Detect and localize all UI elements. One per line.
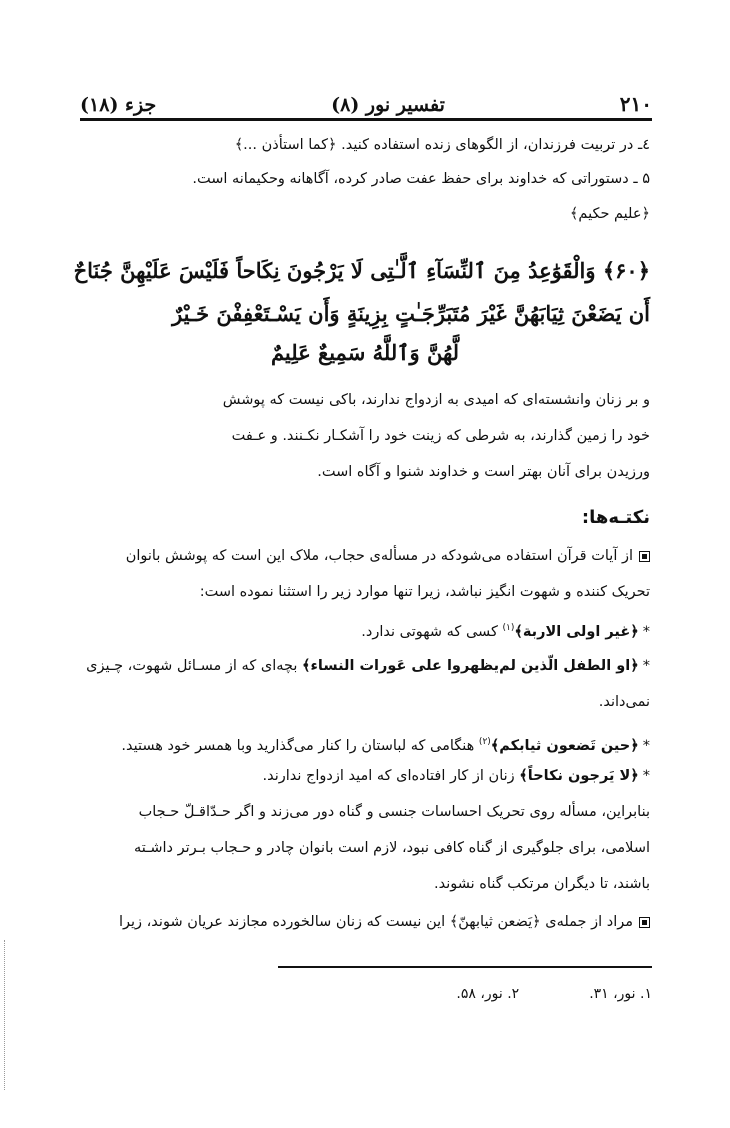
page-number: ۲۱۰: [619, 92, 652, 116]
verse-line-1: ﴿۶۰﴾ وَالْقَوَٰعِدُ مِنَ ٱلنِّسَآءِ ٱلَّـٰتِی لَا یَرْجُونَ نِکَاحاً فَلَیْسَ عَلَیْهِنَّ جُنَاحٌ: [73, 258, 650, 283]
footnote-2: ۲. نور، ۵۸.: [456, 986, 520, 1002]
bullet-1-quote: ﴿غیر اولی الاربة﴾: [514, 623, 639, 640]
footnote-ref-1: (۱): [502, 623, 515, 633]
bullet-2: [86, 655, 650, 677]
bullet-4: [262, 765, 650, 787]
asterisk-icon: *: [642, 737, 650, 754]
note-2-line-1: [119, 911, 650, 933]
item-5-line-1: ۵ ـ دستوراتی که خداوند برای حفظ عفت صادر کرده، آگاهانه وحکیمانه است.: [192, 171, 650, 187]
asterisk-icon: *: [642, 658, 650, 674]
paragraph-line-3: باشند، تا دیگران مرتکب گناه نشوند.: [433, 876, 650, 892]
note-1-text: از آیات قرآن استفاده می‌شودکه در مسأله‌ی حجاب، ملاک این است که پوشش بانوان: [125, 548, 633, 564]
footnotes: [80, 986, 652, 1008]
bullet-2-line-2: نمی‌داند.: [598, 694, 650, 710]
note-1-line-1: [126, 545, 650, 567]
bullet-3-text: هنگامی که لباستان را کنار می‌گذارید وبا همسر خود هستید.: [121, 737, 475, 754]
verse-line-2: أَن یَضَعْنَ ثِیَابَهُنَّ غَیْرَ مُتَبَرِّجَـٰتٍ بِزِینَةٍ وَأَن یَسْـتَعْفِفْنَ خَـیْرٌ: [172, 301, 650, 326]
item-5-line-2: ﴿علیم حکیم﴾: [569, 206, 650, 222]
bullet-4-quote: ﴿لا یَرجون نکاحاً﴾: [519, 768, 639, 784]
note-2-text: مراد از جمله‌ی ﴿یَضعن ثیابهنّ﴾ این نیست که زنان سالخورده مجازند عریان شوند، زیرا: [118, 914, 633, 930]
item-4: ٤ـ در تربیت فرزندان، از الگوهای زنده استفاده کنید. ﴿کما استأذن ...﴾: [234, 137, 650, 153]
paragraph-line-1: بنابراین، مسأله روی تحریک احساسات جنسی و گناه دور می‌زند و اگر حـدّاقـلّ حـجاب: [138, 804, 650, 820]
note-1-line-2: تحریک کننده و شهوت انگیز نباشد، زیرا تنها موارد زیر را استثنا نموده است:: [199, 584, 650, 600]
bullet-3: [121, 731, 650, 757]
part-label: جزء (۱۸): [80, 94, 157, 116]
bullet-3-quote: ﴿حین تَضعون ثیابکم﴾: [490, 737, 639, 754]
asterisk-icon: *: [642, 768, 650, 784]
paragraph-line-2: اسلامی، برای جلوگیری از گناه کافی نبود، لازم است بانوان چادر و حـجاب بـرتر داشـته: [133, 840, 650, 856]
footnote-1: ۱. نور، ۳۱.: [589, 986, 652, 1002]
bullet-2-quote: ﴿او الطفل الّذین لم‌یظهروا علی عَورات النساء﴾: [302, 658, 639, 674]
verse-line-3: لَّهُنَّ وَٱللَّهُ سَمِیعٌ عَلِیمٌ: [270, 340, 460, 365]
bullet-4-text: زنان از کار افتاده‌ای که امید ازدواج ندارند.: [262, 768, 515, 784]
header-rule: [80, 118, 652, 121]
asterisk-icon: *: [642, 623, 650, 640]
book-title: تفسیر نور (۸): [331, 94, 445, 116]
bullet-1-text: کسی که شهوتی ندارد.: [361, 623, 498, 640]
bullet-1: [361, 617, 650, 643]
footnote-ref-2: (۲): [478, 737, 491, 747]
bullet-2-text: بچه‌ای که از مسـائل شهوت، چـیزی: [86, 658, 298, 674]
translation-line-1: و بر زنان وانشسته‌ای که امیدی به ازدواج ندارند، باکی نیست که پوشش: [222, 392, 650, 408]
translation-line-3: ورزیدن برای آنان بهتر است و خداوند شنوا و آگاه است.: [317, 464, 650, 480]
footnote-rule: [278, 966, 652, 968]
notes-heading: نکتـه‌ها:: [581, 507, 650, 528]
page-header: [80, 80, 652, 116]
translation-line-2: خود را زمین گذارند، به شرطی که زینت خود را آشکـار نکـنند. و عـفت: [231, 428, 650, 444]
square-bullet-icon: [639, 917, 650, 928]
square-bullet-icon: [639, 551, 650, 562]
scan-margin-mark: [4, 940, 6, 1090]
